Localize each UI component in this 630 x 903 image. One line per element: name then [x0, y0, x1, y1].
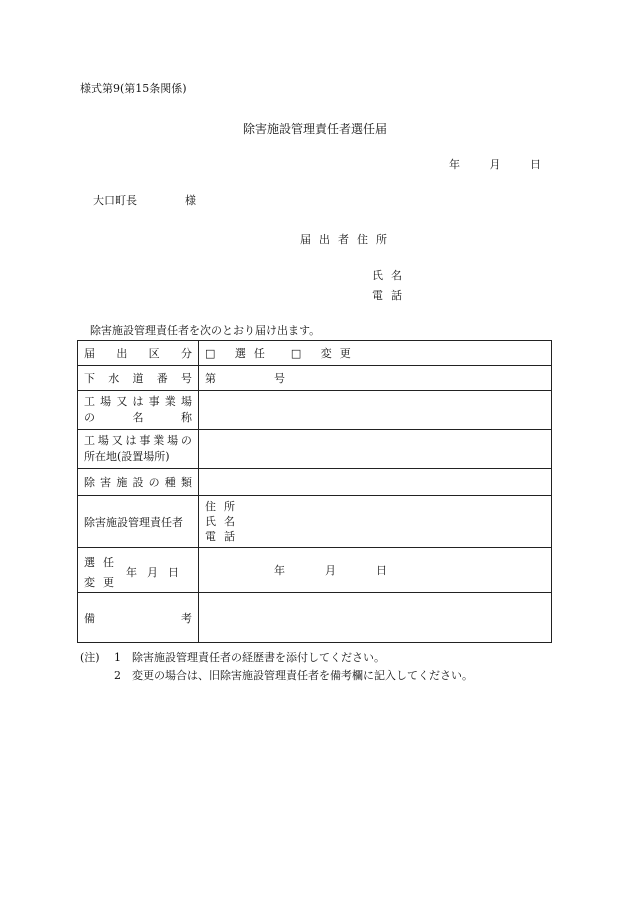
- manager-field[interactable]: [199, 496, 552, 548]
- spread-text: [84, 370, 192, 386]
- note-number: 2: [114, 669, 121, 682]
- label-char: 又: [116, 395, 128, 408]
- label-char: 番: [156, 372, 168, 385]
- label-char: は: [132, 395, 144, 408]
- notification-type-options: [199, 341, 552, 366]
- facility-location-label: [78, 430, 199, 469]
- appoint-date-field[interactable]: [199, 548, 552, 593]
- sewer-number-suffix: 号: [274, 372, 285, 385]
- label-char: 場: [180, 395, 192, 408]
- label-char: 場: [97, 434, 109, 447]
- label-char: 場: [167, 434, 179, 447]
- manager-address-label: 住所: [205, 500, 243, 513]
- label-part: 名: [132, 411, 144, 424]
- form-table: [77, 340, 552, 643]
- notification-type-label: [78, 341, 199, 366]
- label-char: 又: [111, 434, 123, 447]
- spread-text: [84, 345, 192, 361]
- label-part: の: [84, 411, 95, 424]
- label-char: 施: [116, 476, 128, 489]
- label-char: 工: [84, 395, 95, 408]
- label-part: 考: [181, 611, 192, 625]
- filer-address-label: 届出者住所: [300, 233, 395, 246]
- appoint-label: 選任: [84, 556, 122, 569]
- facility-name-label-line2: [84, 410, 192, 426]
- facility-type-field[interactable]: [199, 469, 552, 496]
- ymd-label: 年月日: [126, 566, 189, 579]
- label-char: の: [148, 476, 160, 489]
- intro-text: 除害施設管理責任者を次のとおり届け出ます。: [90, 324, 321, 337]
- label-char: は: [125, 434, 137, 447]
- row-appoint-date: [78, 548, 552, 593]
- option-change[interactable]: □ 変更: [290, 347, 359, 360]
- label-part: 称: [181, 411, 192, 424]
- label-char: 区: [148, 347, 160, 360]
- notes-key: (注): [80, 651, 100, 664]
- label-char: 水: [108, 372, 120, 385]
- label-part: 備: [84, 611, 95, 625]
- change-label: 変更: [84, 576, 122, 589]
- label-char: 分: [180, 347, 192, 360]
- facility-location-field[interactable]: [199, 430, 552, 469]
- label-char: 除: [84, 476, 95, 489]
- remarks-label-spread: [84, 610, 192, 626]
- date-year: 年: [274, 564, 285, 577]
- manager-label: 除害施設管理責任者: [78, 496, 199, 548]
- date-year: 年: [449, 158, 460, 171]
- addressee-honorific: 様: [185, 194, 196, 207]
- label-char: 出: [116, 347, 128, 360]
- label-char: 工: [84, 434, 95, 447]
- label-char: 事: [148, 395, 160, 408]
- form-id: 様式第9(第15条関係): [80, 82, 187, 95]
- label-char: 道: [132, 372, 144, 385]
- note-text: 変更の場合は、旧除害施設管理責任者を備考欄に記入してください。: [132, 669, 473, 682]
- row-facility-name: [78, 391, 552, 430]
- date-day: 日: [530, 158, 541, 171]
- label-char: 下: [84, 372, 95, 385]
- row-facility-location: [78, 430, 552, 469]
- label-char: 場: [100, 395, 112, 408]
- filer-tel-label: 電話: [372, 289, 410, 302]
- spread-text: [84, 474, 192, 490]
- filer-name-label: 氏名: [372, 269, 410, 282]
- spread-text: [84, 433, 192, 449]
- label-char: 類: [180, 476, 192, 489]
- spread-text: [84, 394, 192, 410]
- addressee-name: 大口町長: [93, 194, 137, 207]
- facility-type-label: [78, 469, 199, 496]
- row-sewer-number: [78, 366, 552, 391]
- page-title: 除害施設管理責任者選任届: [242, 122, 387, 136]
- option-appoint[interactable]: □ 選任: [205, 347, 273, 360]
- label-char: 号: [181, 372, 192, 385]
- sewer-number-prefix: 第: [205, 372, 216, 385]
- label-char: 業: [153, 434, 165, 447]
- date-month: 月: [325, 564, 336, 577]
- row-notification-type: [78, 341, 552, 366]
- appoint-date-label: [78, 548, 199, 593]
- label-char: 事: [139, 434, 151, 447]
- label-char: 届: [84, 347, 95, 360]
- label-char: 業: [164, 395, 176, 408]
- label-char: の: [180, 434, 192, 447]
- row-manager: [78, 496, 552, 548]
- label-char: 種: [164, 476, 176, 489]
- remarks-field[interactable]: [199, 593, 552, 643]
- sewer-number-label: [78, 366, 199, 391]
- remarks-label: [78, 593, 199, 643]
- sewer-number-field[interactable]: [199, 366, 552, 391]
- note-text: 除害施設管理責任者の経歴書を添付してください。: [132, 651, 385, 664]
- date-month: 月: [489, 158, 501, 171]
- date-day: 日: [376, 564, 387, 577]
- note-item: [80, 649, 473, 667]
- addressee: [93, 192, 196, 208]
- facility-name-label: [78, 391, 199, 430]
- manager-name-label: 氏名: [205, 515, 243, 528]
- facility-location-label-line2: 所在地(設置場所): [84, 450, 170, 463]
- label-char: 設: [132, 476, 144, 489]
- facility-name-field[interactable]: [199, 391, 552, 430]
- row-facility-type: [78, 469, 552, 496]
- notes: [80, 649, 473, 685]
- date-line: [449, 156, 541, 172]
- label-char: 害: [100, 476, 112, 489]
- manager-tel-label: 電話: [205, 530, 243, 543]
- note-item: [80, 667, 473, 685]
- note-number: 1: [114, 651, 121, 664]
- row-remarks: [78, 593, 552, 643]
